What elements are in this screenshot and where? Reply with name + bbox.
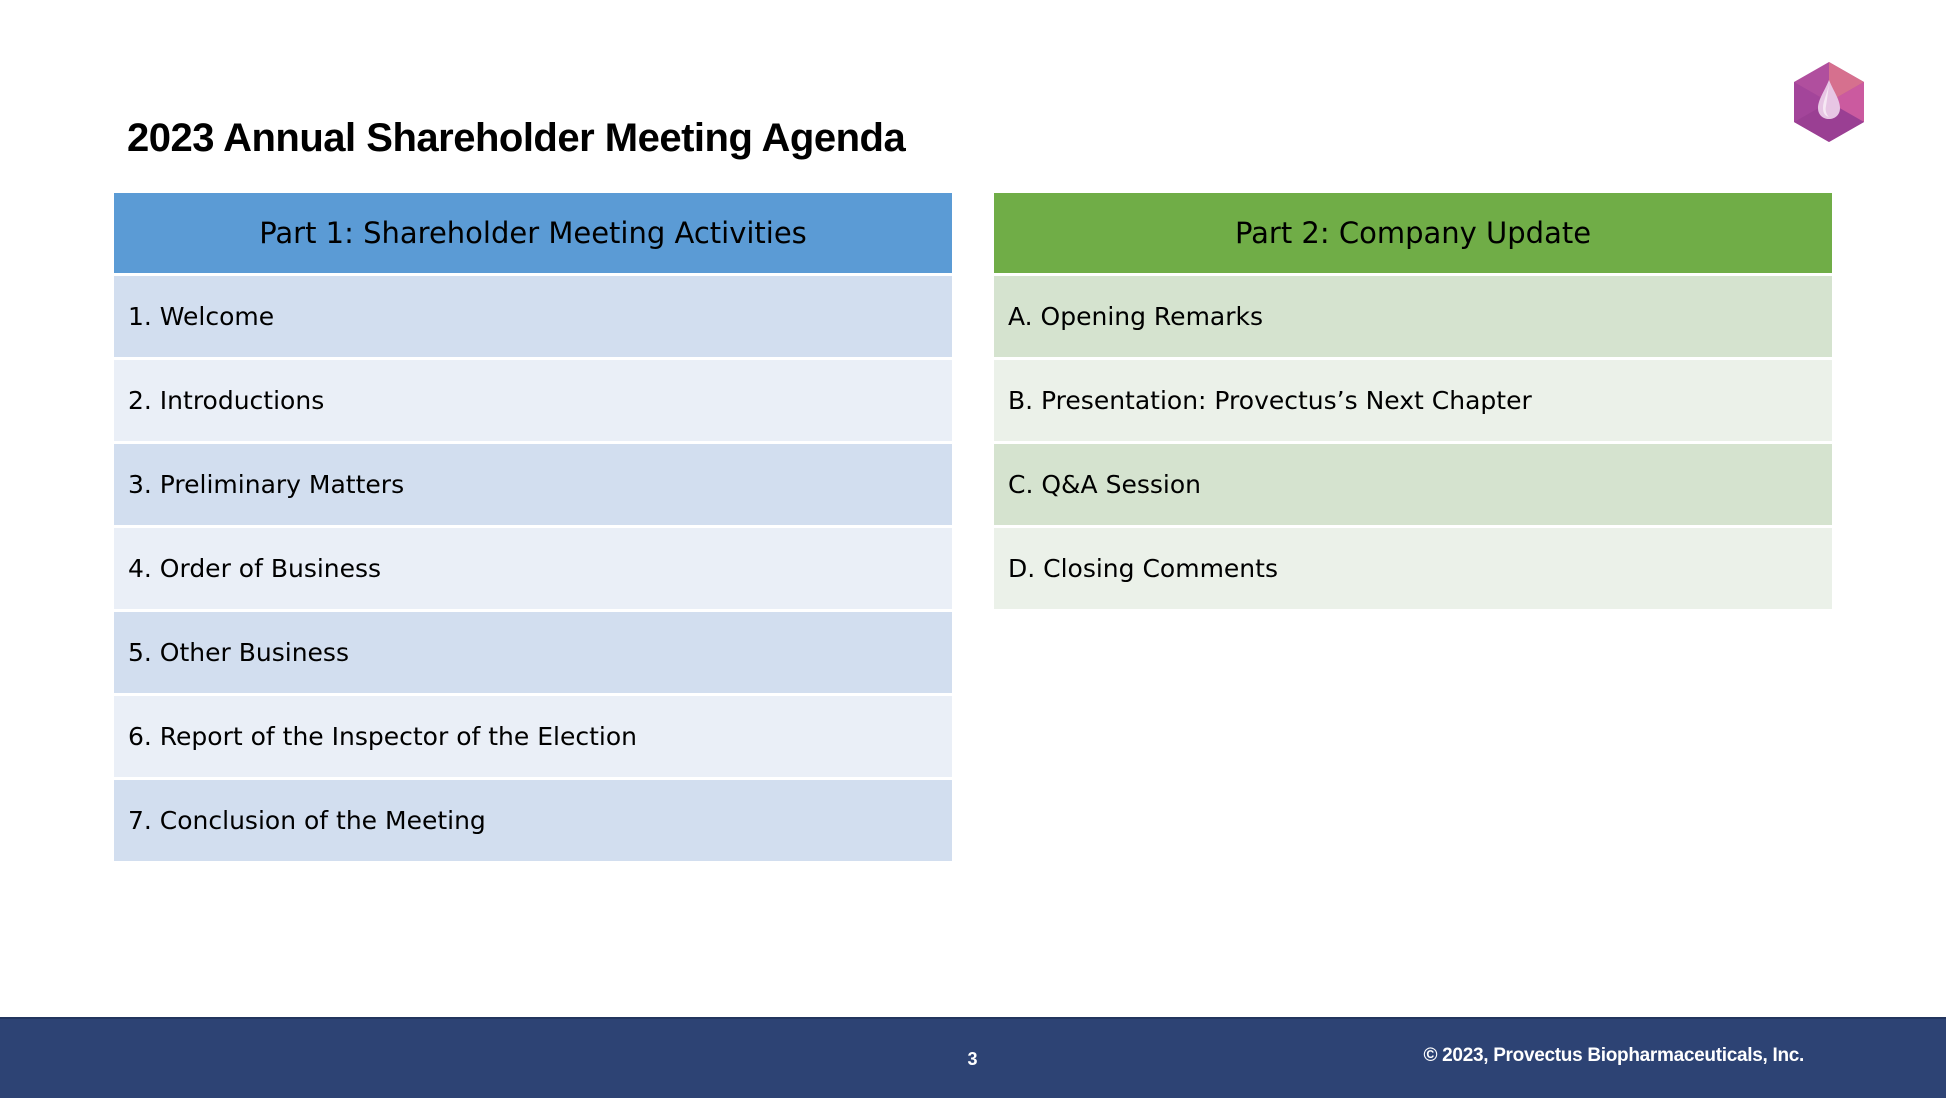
agenda-item: 4. Order of Business — [114, 528, 952, 609]
agenda-item: 7. Conclusion of the Meeting — [114, 780, 952, 861]
copyright-notice: © 2023, Provectus Biopharmaceuticals, Inc. — [1423, 1045, 1804, 1066]
agenda-item: A. Opening Remarks — [994, 276, 1832, 357]
agenda-item: 6. Report of the Inspector of the Election — [114, 696, 952, 777]
provectus-logo-icon — [1794, 62, 1864, 142]
slide-title: 2023 Annual Shareholder Meeting Agenda — [127, 116, 906, 160]
part2-header: Part 2: Company Update — [994, 193, 1832, 273]
agenda-item: B. Presentation: Provectus’s Next Chapter — [994, 360, 1832, 441]
footer-bar — [0, 1017, 1946, 1098]
agenda-item: C. Q&A Session — [994, 444, 1832, 525]
part1-agenda-table — [114, 193, 952, 861]
page-number: 3 — [967, 1049, 978, 1069]
agenda-item: 3. Preliminary Matters — [114, 444, 952, 525]
agenda-item: D. Closing Comments — [994, 528, 1832, 609]
part1-header: Part 1: Shareholder Meeting Activities — [114, 193, 952, 273]
agenda-item: 2. Introductions — [114, 360, 952, 441]
agenda-item: 1. Welcome — [114, 276, 952, 357]
part2-agenda-table — [994, 193, 1832, 609]
agenda-item: 5. Other Business — [114, 612, 952, 693]
